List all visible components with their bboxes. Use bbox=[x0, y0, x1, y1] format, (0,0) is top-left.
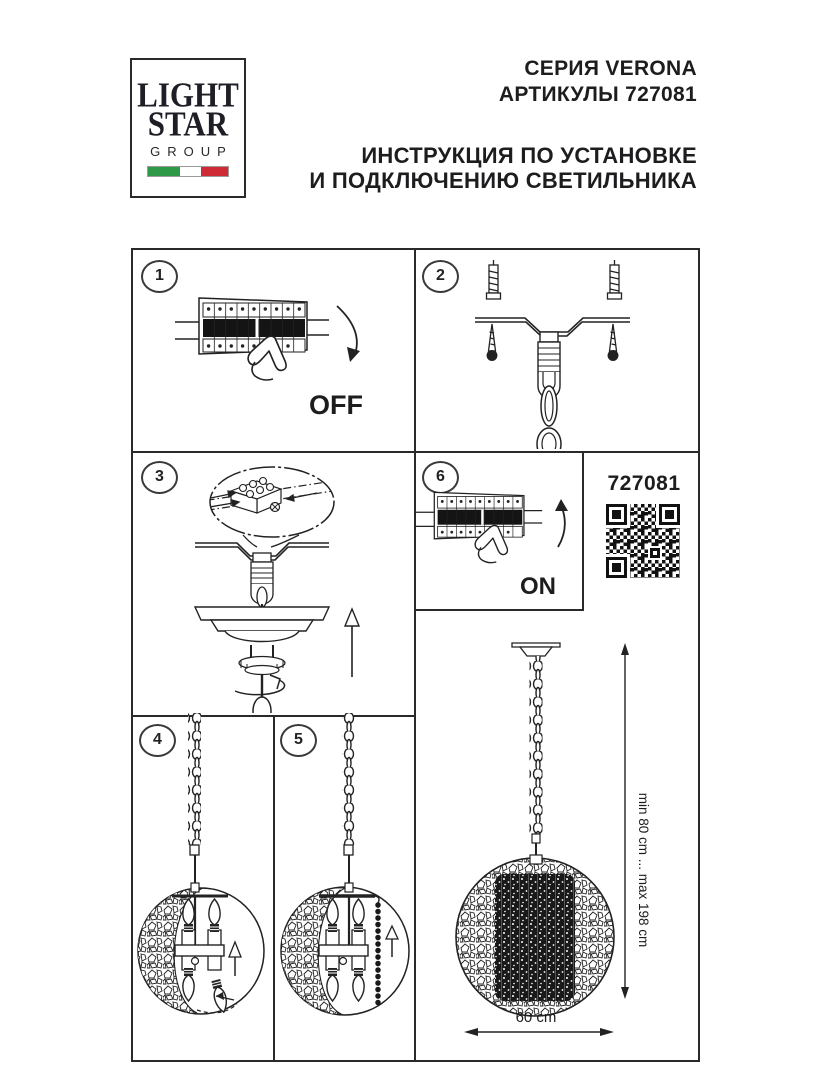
flag-white bbox=[180, 167, 201, 176]
height-range-label: min 80 cm ... max 198 cm bbox=[636, 792, 651, 948]
logo-word-light: LIGHT bbox=[137, 74, 239, 115]
step-badge-3: 3 bbox=[141, 461, 178, 494]
qr-article-number: 727081 bbox=[607, 472, 681, 495]
chandelier-dimensions-illustration bbox=[412, 607, 696, 1058]
header bbox=[309, 56, 697, 194]
step-badge-4: 4 bbox=[139, 724, 176, 757]
instruction-title-line2: И ПОДКЛЮЧЕНИЮ СВЕТИЛЬНИКА bbox=[309, 168, 697, 193]
qr-code bbox=[606, 504, 680, 578]
flag-red bbox=[201, 167, 228, 176]
step-badge-1: 1 bbox=[141, 260, 178, 293]
step-badge-6: 6 bbox=[422, 461, 459, 494]
step6-breaker-on-illustration bbox=[412, 449, 580, 607]
article-title: АРТИКУЛЫ 727081 bbox=[498, 83, 697, 106]
italian-flag-bar bbox=[147, 166, 229, 177]
step-badge-2: 2 bbox=[422, 260, 459, 293]
instruction-title-line1: ИНСТРУКЦИЯ ПО УСТАНОВКЕ bbox=[361, 143, 697, 168]
step3-wiring-illustration bbox=[131, 449, 412, 713]
step1-breaker-off-illustration bbox=[131, 248, 412, 449]
logo-word-star: STAR bbox=[147, 103, 229, 144]
logo-word-group: GROUP bbox=[150, 144, 233, 159]
step4-bulb-install-illustration bbox=[131, 713, 271, 1058]
step-badge-5: 5 bbox=[280, 724, 317, 757]
diameter-label: 60 cm bbox=[515, 1009, 557, 1026]
lightstar-logo bbox=[130, 58, 246, 198]
off-label: OFF bbox=[309, 390, 363, 420]
series-title: СЕРИЯ VERONA bbox=[524, 57, 697, 80]
flag-green bbox=[148, 167, 180, 176]
step5-bead-strand-illustration bbox=[271, 713, 412, 1058]
step2-mounting-illustration bbox=[412, 248, 696, 449]
on-label: ON bbox=[520, 573, 556, 600]
